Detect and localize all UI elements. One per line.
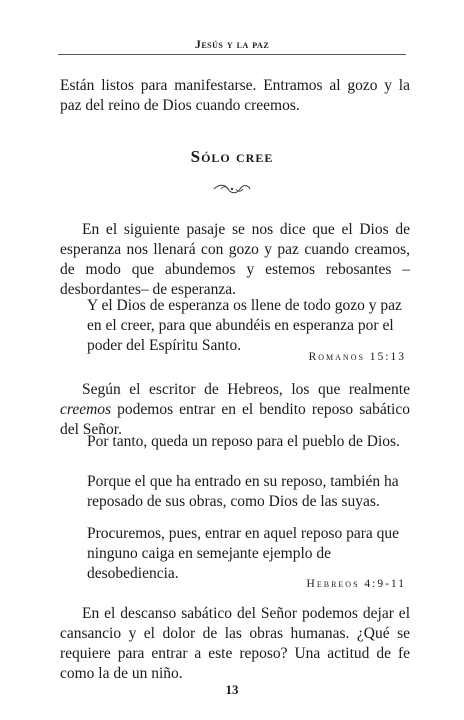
paragraph-hebreos-end: podemos entrar en el bendito reposo sabático del Señor. <box>60 401 410 438</box>
paragraph-esperanza: En el siguiente pasaje se nos dice que el Dios de esperanza nos llenará con gozo y paz cuando creamos, de modo que abundemos y estemos rebosantes –desbordantes– de esperanza. <box>60 221 410 298</box>
section-title: Sólo cree <box>190 147 274 166</box>
emphasis-creemos: creemos <box>60 401 112 418</box>
quote-romanos: Y el Dios de esperanza os llene de todo gozo y paz en el creer, para que abundéis en esperanza por el poder del Espíritu Santo. <box>87 297 402 354</box>
flourish-icon <box>211 182 253 196</box>
quote-hebreos-2: Porque el que ha entrado en su reposo, también ha reposado de sus obras, como Dios de las suyas. <box>87 473 399 510</box>
paragraph-intro: Están listos para manifestarse. Entramos al gozo y la paz del reino de Dios cuando creemos. <box>60 77 410 114</box>
running-head: Jesús y la paz <box>194 37 270 51</box>
quote-hebreos-3: Procuremos, pues, entrar en aquel reposo para que ninguno caiga en semejante ejemplo de desobediencia. <box>87 525 400 582</box>
paragraph-hebreos <box>60 380 410 440</box>
citation-romanos: Romanos 15:13 <box>308 351 406 363</box>
paragraph-descanso: En el descanso sabático del Señor podemos dejar el cansancio y el dolor de las obras humanas. ¿Qué se requiere para entrar a este reposo? Una actitud de fe como la de un niño. <box>60 605 410 682</box>
citation-hebreos: Hebreos 4:9-11 <box>306 578 406 590</box>
page-number: 13 <box>225 682 239 697</box>
quote-hebreos-1: Por tanto, queda un reposo para el pueblo de Dios. <box>87 433 400 450</box>
header-rule <box>58 54 406 55</box>
paragraph-hebreos-start: Según el escritor de Hebreos, los que realmente <box>82 381 410 398</box>
